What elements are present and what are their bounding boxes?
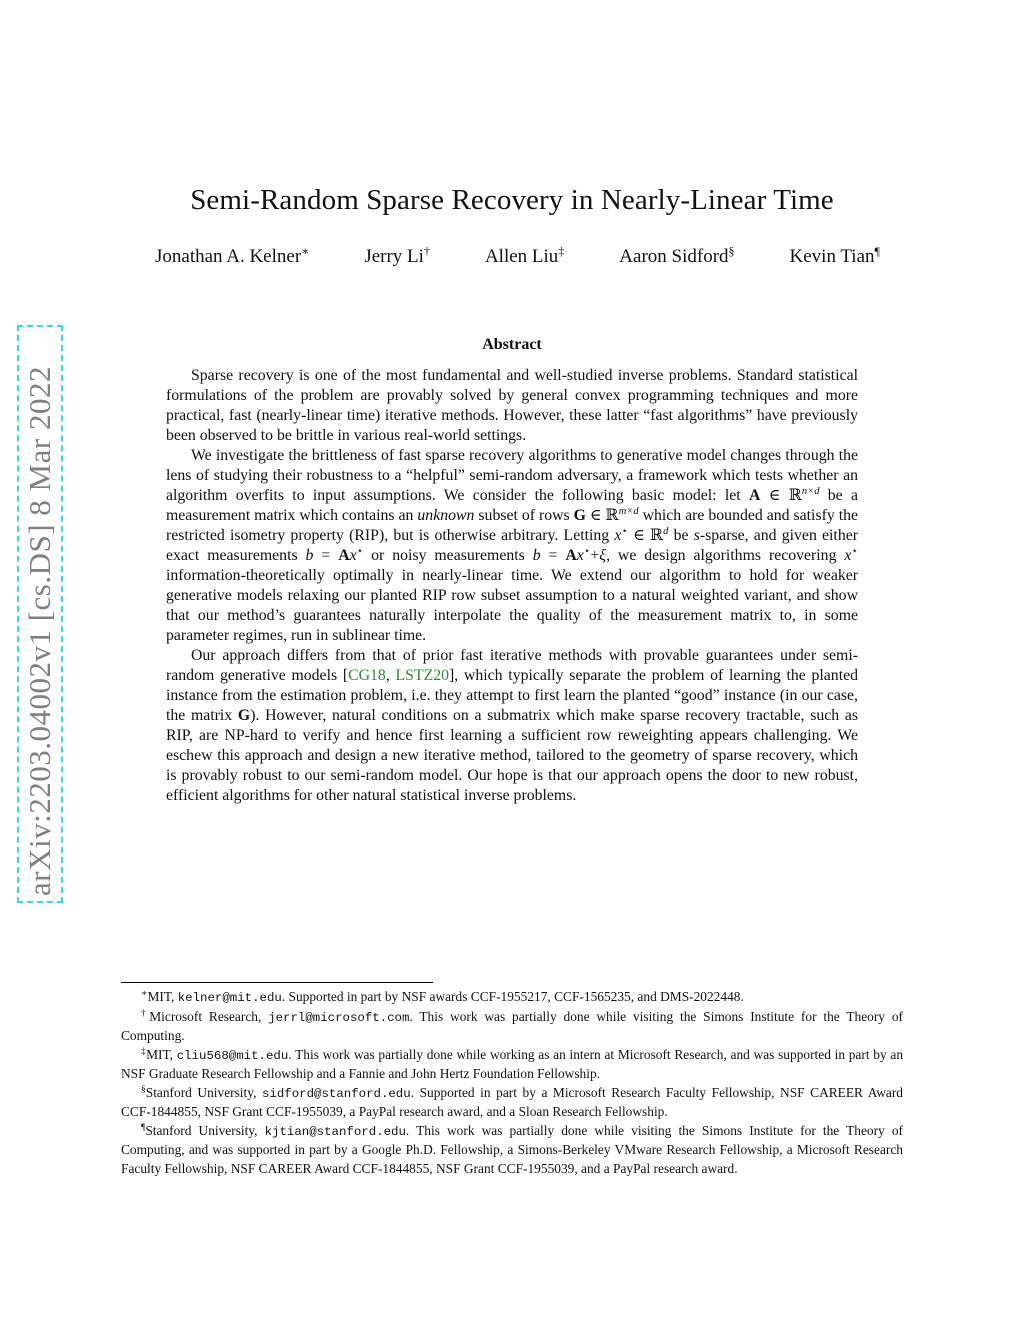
author-name: Kevin Tian xyxy=(789,246,875,267)
footnote-kelner xyxy=(121,988,903,1008)
email-address[interactable]: sidford@stanford.edu xyxy=(261,1086,411,1101)
text-run: ], which typically separate the problem of learning the planted instance from the estimation problem, i.e. they attempt to first learn the planted “good” instance (in our case, the matrix xyxy=(166,667,858,724)
math-variable: b xyxy=(305,547,314,564)
footnote-mark: ¶ xyxy=(141,1122,146,1133)
footnote-text: . This work was partially done while working as an intern at Microsoft Research, and was supported in part by an NSF Graduate Research Fellowship and a Fannie and John Hertz Foundation Fellowship. xyxy=(121,1046,904,1081)
matrix-symbol: A xyxy=(565,547,577,564)
footnote-sidford xyxy=(121,1084,903,1122)
footnote-text: Stanford University, xyxy=(145,1122,265,1138)
math-symbol: ∈ ℝ xyxy=(585,507,619,524)
email-address[interactable]: jerrl@microsoft.com xyxy=(268,1010,410,1025)
footnote-text: . This work was partially done while visiting the Simons Institute for the Theory of Computing, and was supported in part by a Google Ph.D. Fellowship, a Simons-Berkeley VMware Research Fellowship, a Microsoft Research Faculty Fellowship, NSF CAREER Award CCF-1844855, NSF Grant CCF-1955039, and a PayPal research award. xyxy=(121,1122,903,1176)
text-run: We investigate the brittleness of fast sparse recovery algorithms to generative model changes through the lens of studying their robustness to a “helpful” semi-random adversary, a framework which tests whether an algorithm overfits to input assumptions. We consider the following basic model: let xyxy=(166,447,858,504)
paper-title: Semi-Random Sparse Recovery in Nearly-Linear Time xyxy=(190,184,834,216)
abstract-body xyxy=(166,366,858,806)
footnote-text: Microsoft Research, xyxy=(149,1008,269,1024)
math-superscript: ⋆ xyxy=(583,546,591,557)
text-run: or noisy measurements xyxy=(363,547,533,564)
author-footnote-mark: ‡ xyxy=(558,244,565,258)
text-run: -sparse, and given either exact measurements xyxy=(166,527,858,564)
math-superscript: n×d xyxy=(801,486,820,497)
math-variable: s xyxy=(693,527,700,544)
math-superscript: ⋆ xyxy=(621,526,628,537)
abstract-heading: Abstract xyxy=(482,336,542,353)
footnote-li xyxy=(121,1008,903,1046)
email-address[interactable]: kjtian@stanford.edu xyxy=(264,1124,406,1139)
math-variable: ξ xyxy=(599,547,607,564)
text-run: which are bounded and satisfy the restricted isometry property (RIP), but is otherwise arbitrary. Letting xyxy=(166,507,859,544)
footnote-text: . This work was partially done while visiting the Simons Institute for the Theory of Computing. xyxy=(121,1008,903,1043)
author-sidford xyxy=(619,244,734,268)
author-name: Allen Liu xyxy=(484,246,559,267)
abstract-paragraph-3 xyxy=(166,646,858,806)
math-superscript: ⋆ xyxy=(356,546,364,557)
email-address[interactable]: cliu568@mit.edu xyxy=(176,1048,289,1063)
text-run: subset of rows xyxy=(474,507,574,524)
abstract-paragraph-2 xyxy=(166,446,858,646)
citation-link-lstz20[interactable]: LSTZ20 xyxy=(395,667,450,684)
math-superscript: ⋆ xyxy=(851,546,858,557)
email-address[interactable]: kelner@mit.edu xyxy=(177,991,282,1005)
footnote-text: . Supported in part by a Microsoft Research Faculty Fellowship, NSF CAREER Award CCF-1844855, NSF Grant CCF-1955039, a PayPal research award, and a Sloan Research Fellowship. xyxy=(121,1084,903,1119)
math-variable: b xyxy=(532,547,541,564)
footnote-rule xyxy=(121,982,433,983)
text-run: , we design algorithms recovering xyxy=(606,547,845,564)
footnote-mark: † xyxy=(141,1008,150,1019)
author-tian xyxy=(790,244,880,268)
text-run: ). However, natural conditions on a submatrix which make sparse recovery tractable, such as RIP, are NP-hard to verify and hence first learning a sufficient row reweighting appears challenging. We eschew this approach and design a new iterative method, tailored to the geometry of sparse recovery, which is provably robust to our semi-random model. Our hope is that our approach opens the door to new robust, efficient algorithms for other natural statistical inverse problems. xyxy=(166,707,859,804)
author-footnote-mark: ∗ xyxy=(301,244,310,258)
emphasis-text: unknown xyxy=(417,507,475,524)
footnote-mark: § xyxy=(141,1084,146,1095)
author-name: Jerry Li xyxy=(364,246,424,267)
author-footnote-mark: ¶ xyxy=(874,244,880,258)
footnote-liu xyxy=(121,1046,903,1084)
author-footnote-mark: † xyxy=(423,244,430,258)
matrix-symbol: G xyxy=(237,707,251,724)
math-symbol: + xyxy=(590,547,600,564)
footnote-mark: ‡ xyxy=(141,1046,147,1057)
footnote-text: MIT, xyxy=(146,1046,177,1062)
text-run: be a measurement matrix which contains an xyxy=(166,487,858,524)
math-symbol: ∈ ℝ xyxy=(760,487,802,504)
arxiv-identifier[interactable]: arXiv:2203.04002v1 [cs.DS] 8 Mar 2022 xyxy=(22,366,57,896)
math-variable: x xyxy=(614,527,622,544)
author-name: Jonathan A. Kelner xyxy=(155,246,302,267)
math-superscript: d xyxy=(663,526,669,537)
math-variable: x xyxy=(349,547,357,564)
author-kelner xyxy=(155,244,309,268)
text-run: , xyxy=(385,667,396,684)
matrix-symbol: G xyxy=(573,507,586,524)
text-run: be xyxy=(668,527,694,544)
math-variable: x xyxy=(576,547,584,564)
matrix-symbol: A xyxy=(748,487,761,504)
author-footnote-mark: § xyxy=(728,244,735,258)
text-run: Our approach differs from that of prior fast iterative methods with provable guarantees under semi-random generative models [ xyxy=(166,647,858,684)
text-run: information-theoretically optimally in nearly-linear time. We extend our algorithm to hold for weaker generative models relaxing our planted RIP row subset assumption to a natural weighted variant, and show that our method’s guarantees naturally interpolate the quality of the measurement matrix to, in some parameter regimes, run in sublinear time. xyxy=(166,567,858,644)
footnote-tian xyxy=(121,1122,903,1179)
author-list xyxy=(155,244,880,268)
math-superscript: m×d xyxy=(618,506,639,517)
citation-link-cg18[interactable]: CG18 xyxy=(348,667,386,684)
footnote-text: Stanford University, xyxy=(145,1084,262,1100)
matrix-symbol: A xyxy=(338,547,350,564)
footnote-text: . Supported in part by NSF awards CCF-1955217, CCF-1565235, and DMS-2022448. xyxy=(281,989,744,1004)
math-variable: x xyxy=(844,547,852,564)
math-symbol: = xyxy=(313,547,339,564)
footnotes xyxy=(121,988,903,1178)
author-li xyxy=(364,244,430,268)
footnote-mark: ∗ xyxy=(141,989,148,999)
author-liu xyxy=(485,244,564,268)
math-symbol: ∈ ℝ xyxy=(627,527,664,544)
abstract-paragraph-1: Sparse recovery is one of the most fundamental and well-studied inverse problems. Standard statistical formulations of the problem are provably solved by general convex programming techniques and more practical, fast (nearly-linear time) iterative methods. However, these latter “fast algorithms” have previously been observed to be brittle in various real-world settings. xyxy=(166,367,858,444)
author-name: Aaron Sidford xyxy=(619,246,729,267)
math-symbol: = xyxy=(540,547,566,564)
footnote-text: MIT, xyxy=(147,989,178,1004)
